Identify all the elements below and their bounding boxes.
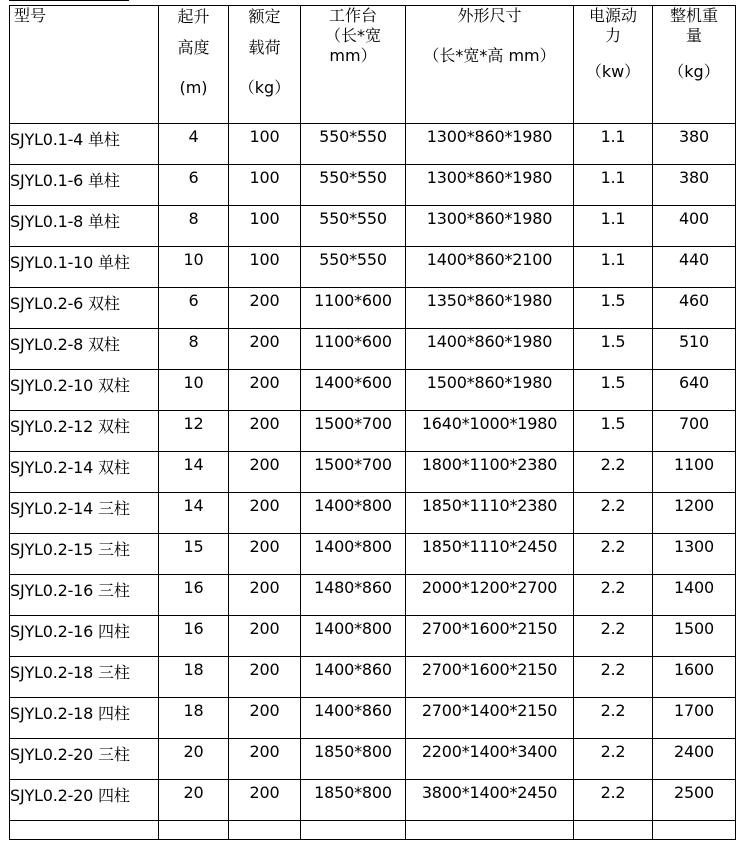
cell-rated-load-text: 200 bbox=[249, 660, 280, 679]
cell-platform-size bbox=[301, 288, 406, 329]
cell-overall-dimensions-text: 3800*1400*2450 bbox=[421, 783, 558, 802]
cell-rated-load bbox=[229, 493, 301, 534]
cell-weight-text: 700 bbox=[679, 414, 709, 433]
cell-overall-dimensions bbox=[406, 657, 574, 698]
cell-lift-height bbox=[159, 288, 229, 329]
cell-overall-dimensions bbox=[406, 739, 574, 780]
table-row bbox=[10, 534, 736, 575]
cell-lift-height-text: 6 bbox=[188, 168, 199, 187]
cell-power-text: 2.2 bbox=[600, 455, 626, 474]
spec-sheet bbox=[9, 5, 736, 840]
cell-power bbox=[574, 288, 653, 329]
cell-overall-dimensions bbox=[406, 698, 574, 739]
cell-overall-dimensions bbox=[406, 247, 574, 288]
cell-empty bbox=[574, 821, 653, 840]
cell-overall-dimensions-text: 1300*860*1980 bbox=[426, 209, 553, 228]
cell-model bbox=[10, 780, 159, 821]
cell-overall-dimensions-text: 1850*1110*2450 bbox=[421, 537, 558, 556]
table-row bbox=[10, 370, 736, 411]
cell-platform-size bbox=[301, 370, 406, 411]
table-row bbox=[10, 739, 736, 780]
cell-model-text: SJYL0.2-14 双柱 bbox=[10, 458, 130, 477]
cell-power bbox=[574, 411, 653, 452]
cell-lift-height bbox=[159, 739, 229, 780]
cell-rated-load bbox=[229, 739, 301, 780]
cell-model-text: SJYL0.2-16 三柱 bbox=[10, 581, 130, 600]
cell-platform-size-text: 1100*600 bbox=[314, 291, 392, 310]
header-lift-height-line-2: 高度 bbox=[177, 38, 210, 57]
cell-lift-height bbox=[159, 124, 229, 165]
table-row bbox=[10, 165, 736, 206]
cell-weight-text: 640 bbox=[679, 373, 709, 392]
cell-platform-size-text: 1400*800 bbox=[314, 619, 392, 638]
cell-platform-size bbox=[301, 247, 406, 288]
lift-spec-table bbox=[9, 5, 736, 840]
cell-model bbox=[10, 370, 159, 411]
cell-overall-dimensions bbox=[406, 124, 574, 165]
table-row bbox=[10, 329, 736, 370]
cell-rated-load bbox=[229, 124, 301, 165]
cell-overall-dimensions bbox=[406, 780, 574, 821]
cell-overall-dimensions bbox=[406, 493, 574, 534]
cell-empty bbox=[10, 821, 159, 840]
cell-power-text: 2.2 bbox=[600, 619, 626, 638]
cell-weight-text: 400 bbox=[679, 209, 709, 228]
cell-overall-dimensions-text: 1300*860*1980 bbox=[426, 168, 553, 187]
cell-overall-dimensions bbox=[406, 616, 574, 657]
cell-power-text: 1.5 bbox=[600, 291, 626, 310]
cell-rated-load bbox=[229, 288, 301, 329]
cell-power bbox=[574, 247, 653, 288]
cell-platform-size-text: 1500*700 bbox=[314, 414, 392, 433]
cell-lift-height bbox=[159, 370, 229, 411]
cell-power bbox=[574, 780, 653, 821]
header-rated-load-line-1: 额定 bbox=[248, 7, 281, 26]
cell-empty bbox=[653, 821, 736, 840]
header-dimensions bbox=[406, 6, 574, 124]
table-row bbox=[10, 124, 736, 165]
cell-rated-load-text: 200 bbox=[249, 701, 280, 720]
cell-weight bbox=[653, 288, 736, 329]
cell-empty bbox=[301, 821, 406, 840]
cell-platform-size-text: 550*550 bbox=[319, 168, 387, 187]
cell-lift-height-text: 8 bbox=[188, 209, 199, 228]
cell-empty bbox=[229, 821, 301, 840]
cell-model-text: SJYL0.2-6 双柱 bbox=[10, 294, 120, 313]
cell-platform-size bbox=[301, 616, 406, 657]
cell-overall-dimensions-text: 1640*1000*1980 bbox=[421, 414, 558, 433]
cell-rated-load-text: 100 bbox=[249, 168, 280, 187]
cell-lift-height bbox=[159, 534, 229, 575]
cell-power-text: 2.2 bbox=[600, 701, 626, 720]
cell-weight bbox=[653, 698, 736, 739]
cell-overall-dimensions-text: 2700*1400*2150 bbox=[421, 701, 558, 720]
cell-weight bbox=[653, 616, 736, 657]
cell-power bbox=[574, 329, 653, 370]
table-row bbox=[10, 288, 736, 329]
cell-rated-load bbox=[229, 698, 301, 739]
cell-model bbox=[10, 534, 159, 575]
cell-rated-load-text: 100 bbox=[249, 209, 280, 228]
header-power-line-2: 力 bbox=[604, 26, 621, 45]
cell-weight-text: 2400 bbox=[674, 742, 714, 761]
cell-model bbox=[10, 247, 159, 288]
cell-empty bbox=[159, 821, 229, 840]
cell-lift-height bbox=[159, 247, 229, 288]
cell-model bbox=[10, 411, 159, 452]
cell-rated-load bbox=[229, 452, 301, 493]
cell-weight bbox=[653, 165, 736, 206]
header-weight bbox=[653, 6, 736, 124]
cell-overall-dimensions bbox=[406, 288, 574, 329]
cell-weight-text: 1100 bbox=[674, 455, 714, 474]
header-platform-line-3: mm） bbox=[329, 46, 377, 65]
cell-lift-height-text: 20 bbox=[183, 742, 204, 761]
cell-model-text: SJYL0.2-14 三柱 bbox=[10, 499, 130, 518]
cell-platform-size bbox=[301, 165, 406, 206]
cell-model bbox=[10, 288, 159, 329]
cell-rated-load bbox=[229, 780, 301, 821]
cell-model bbox=[10, 124, 159, 165]
cell-lift-height bbox=[159, 698, 229, 739]
cell-platform-size-text: 1400*860 bbox=[314, 701, 392, 720]
cell-platform-size bbox=[301, 780, 406, 821]
header-row bbox=[10, 6, 736, 124]
table-row-empty bbox=[10, 821, 736, 840]
cell-rated-load-text: 200 bbox=[249, 291, 280, 310]
cell-rated-load bbox=[229, 616, 301, 657]
header-weight-line-1: 整机重 bbox=[669, 6, 718, 25]
header-lift-height-line-1: 起升 bbox=[177, 7, 210, 26]
cell-power bbox=[574, 452, 653, 493]
cell-model bbox=[10, 206, 159, 247]
header-dimensions-line-1: 外形尺寸 bbox=[457, 6, 522, 25]
cell-weight bbox=[653, 124, 736, 165]
cell-lift-height bbox=[159, 165, 229, 206]
cell-power bbox=[574, 616, 653, 657]
cell-overall-dimensions-text: 1500*860*1980 bbox=[426, 373, 553, 392]
cell-rated-load-text: 200 bbox=[249, 578, 280, 597]
table-row bbox=[10, 206, 736, 247]
cell-power bbox=[574, 575, 653, 616]
table-row bbox=[10, 247, 736, 288]
cell-lift-height-text: 18 bbox=[183, 701, 204, 720]
cell-model bbox=[10, 493, 159, 534]
cell-rated-load-text: 100 bbox=[249, 250, 280, 269]
cell-overall-dimensions-text: 2000*1200*2700 bbox=[421, 578, 558, 597]
cell-platform-size bbox=[301, 124, 406, 165]
cell-lift-height bbox=[159, 575, 229, 616]
cell-lift-height-text: 6 bbox=[188, 291, 199, 310]
cell-platform-size-text: 1500*700 bbox=[314, 455, 392, 474]
cell-platform-size-text: 1850*800 bbox=[314, 742, 392, 761]
header-weight-line-2: 量 bbox=[685, 26, 702, 45]
cell-lift-height-text: 12 bbox=[183, 414, 204, 433]
cell-model bbox=[10, 698, 159, 739]
cell-overall-dimensions bbox=[406, 165, 574, 206]
cell-power-text: 2.2 bbox=[600, 578, 626, 597]
cell-weight-text: 1200 bbox=[674, 496, 714, 515]
cell-power-text: 1.1 bbox=[600, 250, 626, 269]
cell-model-text: SJYL0.2-12 双柱 bbox=[10, 417, 130, 436]
cell-platform-size bbox=[301, 575, 406, 616]
cell-rated-load-text: 200 bbox=[249, 619, 280, 638]
cell-weight bbox=[653, 739, 736, 780]
cell-rated-load bbox=[229, 329, 301, 370]
cell-weight-text: 1400 bbox=[674, 578, 714, 597]
header-platform-line-1: 工作台 bbox=[328, 6, 377, 25]
table-row bbox=[10, 575, 736, 616]
cell-power bbox=[574, 698, 653, 739]
cell-model-text: SJYL0.2-8 双柱 bbox=[10, 335, 120, 354]
cell-model bbox=[10, 657, 159, 698]
cell-weight bbox=[653, 534, 736, 575]
cell-overall-dimensions-text: 2700*1600*2150 bbox=[421, 660, 558, 679]
cell-overall-dimensions-text: 1400*860*2100 bbox=[426, 250, 553, 269]
cell-model bbox=[10, 616, 159, 657]
header-power-line-1: 电源动 bbox=[588, 6, 637, 25]
cell-power bbox=[574, 370, 653, 411]
cell-power-text: 1.5 bbox=[600, 373, 626, 392]
cell-lift-height-text: 18 bbox=[183, 660, 204, 679]
cell-lift-height bbox=[159, 657, 229, 698]
cell-weight bbox=[653, 452, 736, 493]
cell-model bbox=[10, 165, 159, 206]
cell-rated-load-text: 200 bbox=[249, 783, 280, 802]
header-rated-load-line-2: 载荷 bbox=[248, 38, 281, 57]
cell-model-text: SJYL0.1-10 单柱 bbox=[10, 253, 130, 272]
cell-model-text: SJYL0.1-6 单柱 bbox=[10, 171, 120, 190]
cell-rated-load-text: 200 bbox=[249, 496, 280, 515]
header-lift-height bbox=[159, 6, 229, 124]
cell-lift-height-text: 16 bbox=[183, 578, 204, 597]
cell-weight bbox=[653, 657, 736, 698]
header-lift-height-line-3: (m) bbox=[179, 78, 208, 97]
cell-weight-text: 1700 bbox=[674, 701, 714, 720]
cell-platform-size-text: 1400*600 bbox=[314, 373, 392, 392]
cell-rated-load bbox=[229, 206, 301, 247]
cell-rated-load bbox=[229, 534, 301, 575]
cell-overall-dimensions bbox=[406, 329, 574, 370]
cell-platform-size bbox=[301, 493, 406, 534]
cell-weight bbox=[653, 247, 736, 288]
cell-platform-size bbox=[301, 329, 406, 370]
cell-power-text: 1.1 bbox=[600, 127, 626, 146]
cell-overall-dimensions bbox=[406, 370, 574, 411]
cell-rated-load-text: 200 bbox=[249, 537, 280, 556]
cell-weight-text: 510 bbox=[679, 332, 709, 351]
table-row bbox=[10, 493, 736, 534]
cell-power-text: 2.2 bbox=[600, 496, 626, 515]
cell-weight bbox=[653, 206, 736, 247]
cell-weight bbox=[653, 329, 736, 370]
header-power-line-3: （kw） bbox=[585, 62, 641, 81]
cell-rated-load-text: 100 bbox=[249, 127, 280, 146]
cell-overall-dimensions-text: 1850*1110*2380 bbox=[421, 496, 558, 515]
header-dimensions-line-2: （长*宽*高 mm） bbox=[423, 46, 556, 65]
cell-platform-size-text: 1850*800 bbox=[314, 783, 392, 802]
cell-lift-height-text: 8 bbox=[188, 332, 199, 351]
table-row bbox=[10, 616, 736, 657]
header-weight-line-3: （kg） bbox=[668, 62, 720, 81]
cell-lift-height bbox=[159, 780, 229, 821]
cell-model-text: SJYL0.2-20 四柱 bbox=[10, 786, 130, 805]
table-row bbox=[10, 411, 736, 452]
header-power bbox=[574, 6, 653, 124]
cell-lift-height-text: 20 bbox=[183, 783, 204, 802]
cell-model bbox=[10, 575, 159, 616]
cell-power-text: 1.1 bbox=[600, 168, 626, 187]
cell-rated-load bbox=[229, 575, 301, 616]
header-platform bbox=[301, 6, 406, 124]
cell-platform-size bbox=[301, 739, 406, 780]
cell-lift-height bbox=[159, 206, 229, 247]
cell-weight bbox=[653, 780, 736, 821]
cell-rated-load-text: 200 bbox=[249, 414, 280, 433]
cell-model-text: SJYL0.1-4 单柱 bbox=[10, 130, 120, 149]
cell-rated-load bbox=[229, 165, 301, 206]
cell-overall-dimensions bbox=[406, 411, 574, 452]
cell-rated-load-text: 200 bbox=[249, 332, 280, 351]
cell-platform-size bbox=[301, 534, 406, 575]
cell-model-text: SJYL0.2-18 三柱 bbox=[10, 663, 130, 682]
header-model-line-1: 型号 bbox=[14, 6, 47, 25]
cell-weight-text: 1300 bbox=[674, 537, 714, 556]
cell-lift-height-text: 14 bbox=[183, 455, 204, 474]
cell-rated-load bbox=[229, 411, 301, 452]
cell-weight-text: 1600 bbox=[674, 660, 714, 679]
cell-platform-size-text: 1100*600 bbox=[314, 332, 392, 351]
cell-platform-size-text: 550*550 bbox=[319, 209, 387, 228]
cell-overall-dimensions-text: 2200*1400*3400 bbox=[421, 742, 558, 761]
cell-lift-height bbox=[159, 329, 229, 370]
cell-model bbox=[10, 329, 159, 370]
cell-power-text: 2.2 bbox=[600, 742, 626, 761]
cell-power bbox=[574, 534, 653, 575]
cell-power-text: 1.1 bbox=[600, 209, 626, 228]
table-row bbox=[10, 698, 736, 739]
cell-rated-load-text: 200 bbox=[249, 373, 280, 392]
cell-overall-dimensions-text: 1300*860*1980 bbox=[426, 127, 553, 146]
cell-platform-size bbox=[301, 452, 406, 493]
cell-overall-dimensions-text: 1800*1100*2380 bbox=[421, 455, 558, 474]
cell-weight-text: 1500 bbox=[674, 619, 714, 638]
cell-power bbox=[574, 206, 653, 247]
cell-platform-size-text: 1400*800 bbox=[314, 537, 392, 556]
cell-lift-height-text: 10 bbox=[183, 250, 204, 269]
cell-overall-dimensions bbox=[406, 534, 574, 575]
cell-platform-size bbox=[301, 206, 406, 247]
cell-lift-height bbox=[159, 411, 229, 452]
cell-platform-size-text: 1400*860 bbox=[314, 660, 392, 679]
cell-power-text: 2.2 bbox=[600, 660, 626, 679]
cell-lift-height bbox=[159, 452, 229, 493]
cell-empty bbox=[406, 821, 574, 840]
cell-power bbox=[574, 493, 653, 534]
cell-platform-size-text: 550*550 bbox=[319, 250, 387, 269]
cell-rated-load-text: 200 bbox=[249, 742, 280, 761]
header-platform-line-2: （长*宽 bbox=[324, 26, 381, 45]
cell-rated-load-text: 200 bbox=[249, 455, 280, 474]
table-row bbox=[10, 657, 736, 698]
cell-overall-dimensions-text: 1350*860*1980 bbox=[426, 291, 553, 310]
cell-overall-dimensions bbox=[406, 452, 574, 493]
cell-lift-height-text: 10 bbox=[183, 373, 204, 392]
cell-platform-size-text: 1480*860 bbox=[314, 578, 392, 597]
cell-weight bbox=[653, 575, 736, 616]
cell-platform-size-text: 1400*800 bbox=[314, 496, 392, 515]
cell-platform-size bbox=[301, 657, 406, 698]
cell-lift-height-text: 16 bbox=[183, 619, 204, 638]
cell-lift-height bbox=[159, 616, 229, 657]
cell-weight-text: 380 bbox=[679, 168, 709, 187]
cell-weight bbox=[653, 370, 736, 411]
cell-power bbox=[574, 165, 653, 206]
cell-model-text: SJYL0.2-18 四柱 bbox=[10, 704, 130, 723]
table-row bbox=[10, 780, 736, 821]
cell-model-text: SJYL0.1-8 单柱 bbox=[10, 212, 120, 231]
cell-weight bbox=[653, 411, 736, 452]
header-model bbox=[10, 6, 159, 124]
cell-rated-load bbox=[229, 247, 301, 288]
cell-rated-load bbox=[229, 370, 301, 411]
cell-overall-dimensions-text: 2700*1600*2150 bbox=[421, 619, 558, 638]
cell-power bbox=[574, 124, 653, 165]
cell-lift-height-text: 14 bbox=[183, 496, 204, 515]
cell-lift-height-text: 4 bbox=[188, 127, 199, 146]
cell-power-text: 2.2 bbox=[600, 783, 626, 802]
cell-power-text: 1.5 bbox=[600, 414, 626, 433]
cell-rated-load bbox=[229, 657, 301, 698]
cell-model bbox=[10, 452, 159, 493]
header-rated-load bbox=[229, 6, 301, 124]
cell-model-text: SJYL0.2-15 三柱 bbox=[10, 540, 130, 559]
cell-platform-size bbox=[301, 698, 406, 739]
cell-model-text: SJYL0.2-16 四柱 bbox=[10, 622, 130, 641]
cell-power-text: 2.2 bbox=[600, 537, 626, 556]
cell-platform-size-text: 550*550 bbox=[319, 127, 387, 146]
cell-model-text: SJYL0.2-20 三柱 bbox=[10, 745, 130, 764]
cell-power bbox=[574, 657, 653, 698]
table-row bbox=[10, 452, 736, 493]
cell-weight-text: 380 bbox=[679, 127, 709, 146]
cell-weight-text: 2500 bbox=[674, 783, 714, 802]
cell-weight bbox=[653, 493, 736, 534]
cell-weight-text: 440 bbox=[679, 250, 709, 269]
cell-model-text: SJYL0.2-10 双柱 bbox=[10, 376, 130, 395]
cell-platform-size bbox=[301, 411, 406, 452]
cell-power bbox=[574, 739, 653, 780]
cell-overall-dimensions bbox=[406, 575, 574, 616]
cell-power-text: 1.5 bbox=[600, 332, 626, 351]
cell-lift-height-text: 15 bbox=[183, 537, 204, 556]
cell-lift-height bbox=[159, 493, 229, 534]
cell-model bbox=[10, 739, 159, 780]
cell-weight-text: 460 bbox=[679, 291, 709, 310]
cell-overall-dimensions-text: 1400*860*1980 bbox=[426, 332, 553, 351]
header-rated-load-line-3: （kg） bbox=[238, 78, 291, 97]
cell-overall-dimensions bbox=[406, 206, 574, 247]
